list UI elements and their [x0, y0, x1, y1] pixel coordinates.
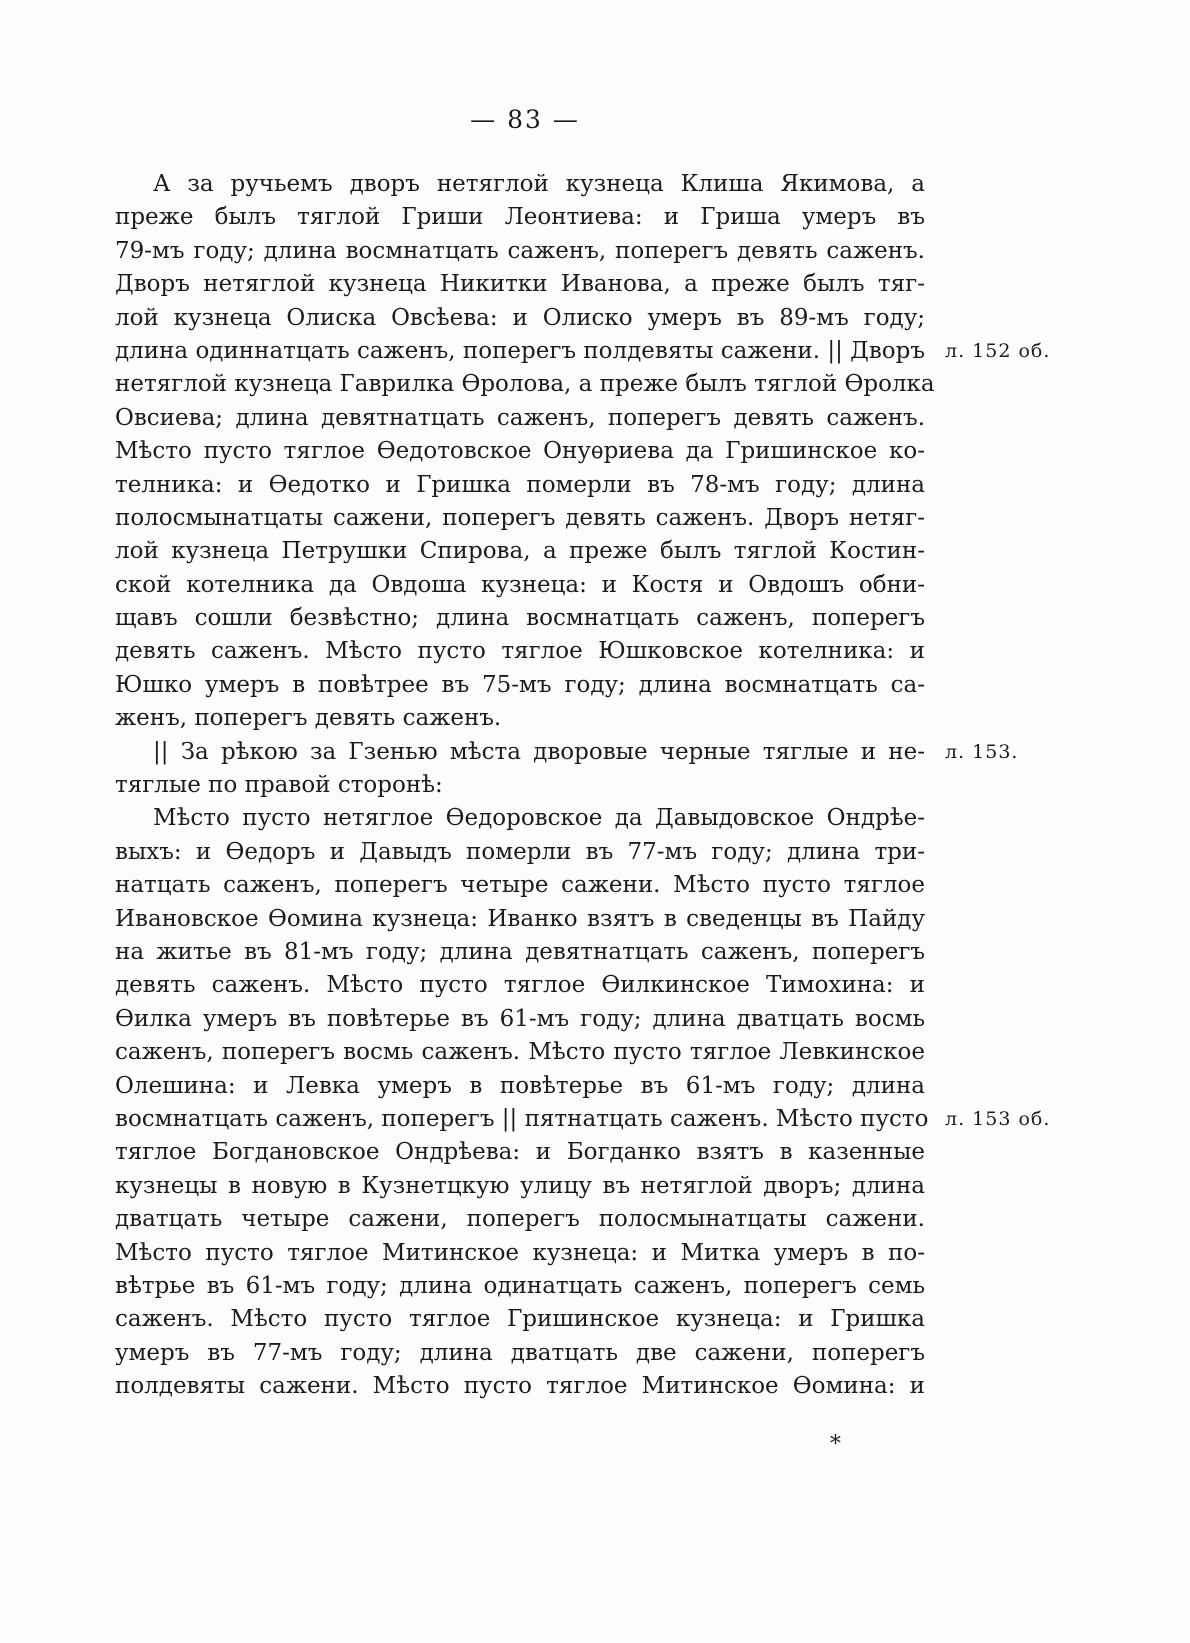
- text-line: Мѣсто пусто нетяглое Ѳедоровское да Давыдовское Ондрѣе-: [153, 805, 925, 832]
- text-line: тяглое Богдановское Ондрѣева: и Богданко взятъ в казенные: [115, 1139, 925, 1166]
- text-line: длина одиннатцать саженъ, поперегъ полдевяты сажени. || Дворъ л. 152 об.: [115, 335, 925, 368]
- margin-note: л. 152 об.: [945, 339, 1051, 362]
- text-line: Мѣсто пусто тяглое Ѳедотовское Онуѳриева да Гришинское ко-: [115, 438, 925, 465]
- text-line: саженъ, поперегъ восмь саженъ. Мѣсто пусто тяглое Левкинское: [115, 1039, 925, 1066]
- text-line: Ивановское Ѳомина кузнеца: Иванко взятъ в сведенцы въ Пайду: [115, 905, 925, 932]
- text-line: лой кузнеца Олиска Овсѣева: и Олиско умеръ въ 89-мъ году;: [115, 304, 925, 331]
- text-line: вѣтрье въ 61-мъ году; длина одинатцать саженъ, поперегъ семь: [115, 1272, 925, 1299]
- text-line: умеръ въ 77-мъ году; длина дватцать две сажени, поперегъ: [115, 1339, 925, 1366]
- text-line: кузнецы в новую в Кузнетцкую улицу въ нетяглой дворъ; длина: [115, 1172, 925, 1199]
- margin-note: л. 153 об.: [945, 1107, 1051, 1130]
- text-line: А за ручьемъ дворъ нетяглой кузнеца Клиша Якимова, а: [153, 171, 925, 197]
- text-line: восмнатцать саженъ, поперегъ || пятнатцать саженъ. Мѣсто пусто л. 153 об.: [115, 1103, 925, 1136]
- text-line: Олешина: и Левка умеръ в повѣтерье въ 61-мъ году; длина: [115, 1072, 925, 1099]
- text-line: Мѣсто пусто тяглое Митинское кузнеца: и Митка умеръ в по-: [115, 1239, 925, 1266]
- text-line: полосмынатцаты сажени, поперегъ девять саженъ. Дворъ нетяг-: [115, 504, 925, 531]
- text-line: щавъ сошли безвѣстно; длина восмнатцать саженъ, поперегъ: [115, 605, 925, 632]
- text-line: нетяглой кузнеца Гаврилка Ѳролова, а преже былъ тяглой Ѳролка: [115, 371, 935, 398]
- text-line: ской котелника да Овдоша кузнеца: и Костя и Овдошъ обни-: [115, 571, 925, 598]
- text-line: натцать саженъ, поперегъ четыре сажени. Мѣсто пусто тяглое: [115, 872, 925, 899]
- text-line: девять саженъ. Мѣсто пусто тяглое Ѳилкинское Тимохина: и: [115, 972, 925, 999]
- text-line: саженъ. Мѣсто пусто тяглое Гришинское кузнеца: и Гришка: [115, 1306, 925, 1333]
- text-line: полдевяты сажени. Мѣсто пусто тяглое Митинское Ѳомина: и: [115, 1373, 925, 1400]
- text-line: лой кузнеца Петрушки Спирова, а преже былъ тяглой Костин-: [115, 538, 925, 565]
- page-number: — 83 —: [470, 105, 580, 134]
- text-line: телника: и Ѳедотко и Гришка померли въ 78-мъ году; длина: [115, 471, 925, 498]
- text-line: Овсиева; длина девятнатцать саженъ, поперегъ девять саженъ.: [115, 404, 925, 431]
- text-line: || За рѣкою за Гзенью мѣста дворовые черные тяглые и не- л. 153.: [115, 736, 925, 769]
- margin-note: л. 153.: [945, 740, 1019, 763]
- signature-mark: *: [830, 1432, 841, 1457]
- body-text: [115, 168, 1051, 1403]
- text-line: Ѳилка умеръ въ повѣтерье въ 61-мъ году; длина дватцать восмь: [115, 1005, 925, 1032]
- text-line: выхъ: и Ѳедоръ и Давыдъ померли въ 77-мъ году; длина три-: [115, 838, 925, 865]
- text-line: девять саженъ. Мѣсто пусто тяглое Юшковское котелника: и: [115, 638, 925, 665]
- text-line: женъ, поперегъ девять саженъ.: [115, 705, 502, 732]
- text-line: на житье въ 81-мъ году; длина девятнатцать саженъ, поперегъ: [115, 938, 925, 965]
- text-line: дватцать четыре сажени, поперегъ полосмынатцаты сажени.: [115, 1206, 925, 1233]
- text-line: преже былъ тяглой Гриши Леонтиева: и Гриша умеръ въ: [115, 204, 925, 231]
- text-line: Дворъ нетяглой кузнеца Никитки Иванова, а преже былъ тяг-: [115, 271, 925, 298]
- text-line: тяглые по правой сторонѣ:: [115, 772, 443, 799]
- text-line: 79-мъ году; длина восмнатцать саженъ, поперегъ девять саженъ.: [115, 237, 925, 264]
- text-line: Юшко умеръ в повѣтрее въ 75-мъ году; длина восмнатцать са-: [115, 671, 925, 698]
